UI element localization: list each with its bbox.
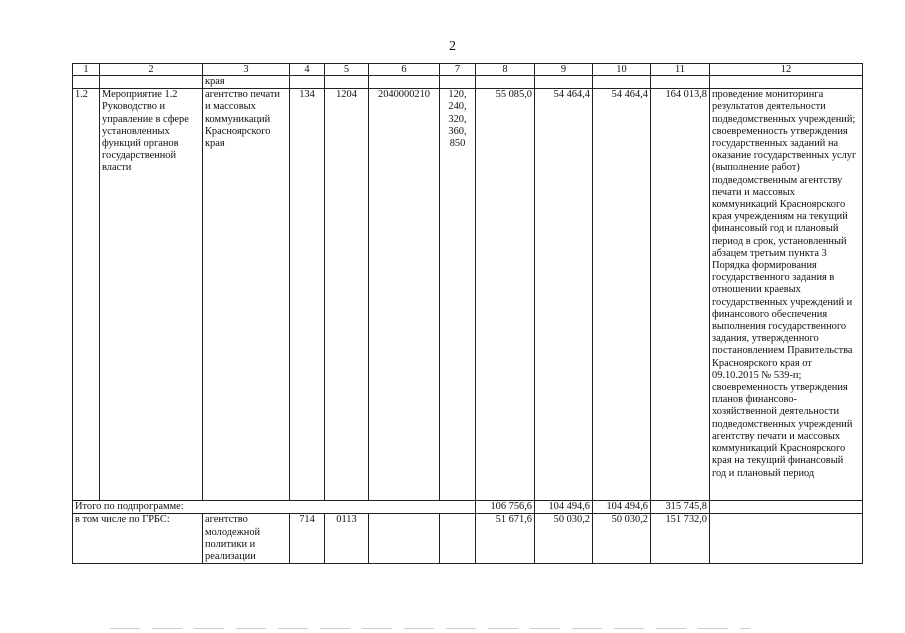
grbs-year3: 50 030,2 bbox=[593, 514, 651, 564]
subprogram-total-row bbox=[73, 501, 863, 514]
vr-codes: 120, 240, 320, 360, 850 bbox=[440, 89, 476, 501]
grbs-label: в том числе по ГРБС: bbox=[73, 514, 203, 564]
agency-name: агентство печати и массовых коммуникаций Красноярского края bbox=[203, 89, 290, 501]
column-number: 3 bbox=[203, 64, 290, 76]
grbs-year2: 50 030,2 bbox=[535, 514, 593, 564]
continuation-text: края bbox=[203, 76, 290, 89]
event-name: Мероприятие 1.2 Руководство и управление в сфере установленных функций органов государственной власти bbox=[100, 89, 203, 501]
subprogram-total-label: Итого по подпрограмме: bbox=[73, 501, 476, 514]
year1-amount: 55 085,0 bbox=[476, 89, 535, 501]
row-number: 1.2 bbox=[73, 89, 100, 501]
total-year1: 106 756,6 bbox=[476, 501, 535, 514]
column-number: 7 bbox=[440, 64, 476, 76]
grbs-code: 714 bbox=[290, 514, 325, 564]
grbs-year1: 51 671,6 bbox=[476, 514, 535, 564]
total-sum: 315 745,8 bbox=[651, 501, 710, 514]
column-number: 8 bbox=[476, 64, 535, 76]
column-number: 5 bbox=[325, 64, 369, 76]
continuation-row bbox=[73, 76, 863, 89]
grbs-row bbox=[73, 514, 863, 564]
year3-amount: 54 464,4 bbox=[593, 89, 651, 501]
total-amount: 164 013,8 bbox=[651, 89, 710, 501]
rzpr-code: 0113 bbox=[325, 514, 369, 564]
grbs-code: 134 bbox=[290, 89, 325, 501]
column-number: 10 bbox=[593, 64, 651, 76]
table-row bbox=[73, 89, 863, 501]
scan-artifact-line bbox=[110, 628, 750, 629]
column-number: 11 bbox=[651, 64, 710, 76]
csr-code: 2040000210 bbox=[369, 89, 440, 501]
column-number: 1 bbox=[73, 64, 100, 76]
column-number-row bbox=[73, 64, 863, 76]
column-number: 4 bbox=[290, 64, 325, 76]
grbs-total: 151 732,0 bbox=[651, 514, 710, 564]
rzpr-code: 1204 bbox=[325, 89, 369, 501]
column-number: 12 bbox=[710, 64, 863, 76]
year2-amount: 54 464,4 bbox=[535, 89, 593, 501]
grbs-agency: агентство молодежной политики и реализации bbox=[203, 514, 290, 564]
program-table bbox=[72, 63, 863, 564]
column-number: 9 bbox=[535, 64, 593, 76]
expected-result: проведение мониторинга результатов деятельности подведомственных учреждений; своевременность утверждения государственных заданий на оказание государственных услуг (выполнение работ) подведомственным агентству печати и массовых коммуникаций Красноярского края учреждениям на текущий финансовый год и плановый период в срок, установленный абзацем третьим пункта 3 Порядка формирования государственного задания в отношении краевых государственных учреждений и финансового обеспечения выполнения государственного задания, утвержденного постановлением Правительства Красноярского края от 09.10.2015 № 539-п; своевременность утверждения планов финансово-хозяйственной деятельности подведомственных учреждений агентству печати и массовых коммуникаций Красноярского края на текущий финансовый год и плановый период bbox=[710, 89, 863, 501]
total-year3: 104 494,6 bbox=[593, 501, 651, 514]
page-number: 2 bbox=[449, 39, 456, 54]
column-number: 2 bbox=[100, 64, 203, 76]
column-number: 6 bbox=[369, 64, 440, 76]
total-year2: 104 494,6 bbox=[535, 501, 593, 514]
